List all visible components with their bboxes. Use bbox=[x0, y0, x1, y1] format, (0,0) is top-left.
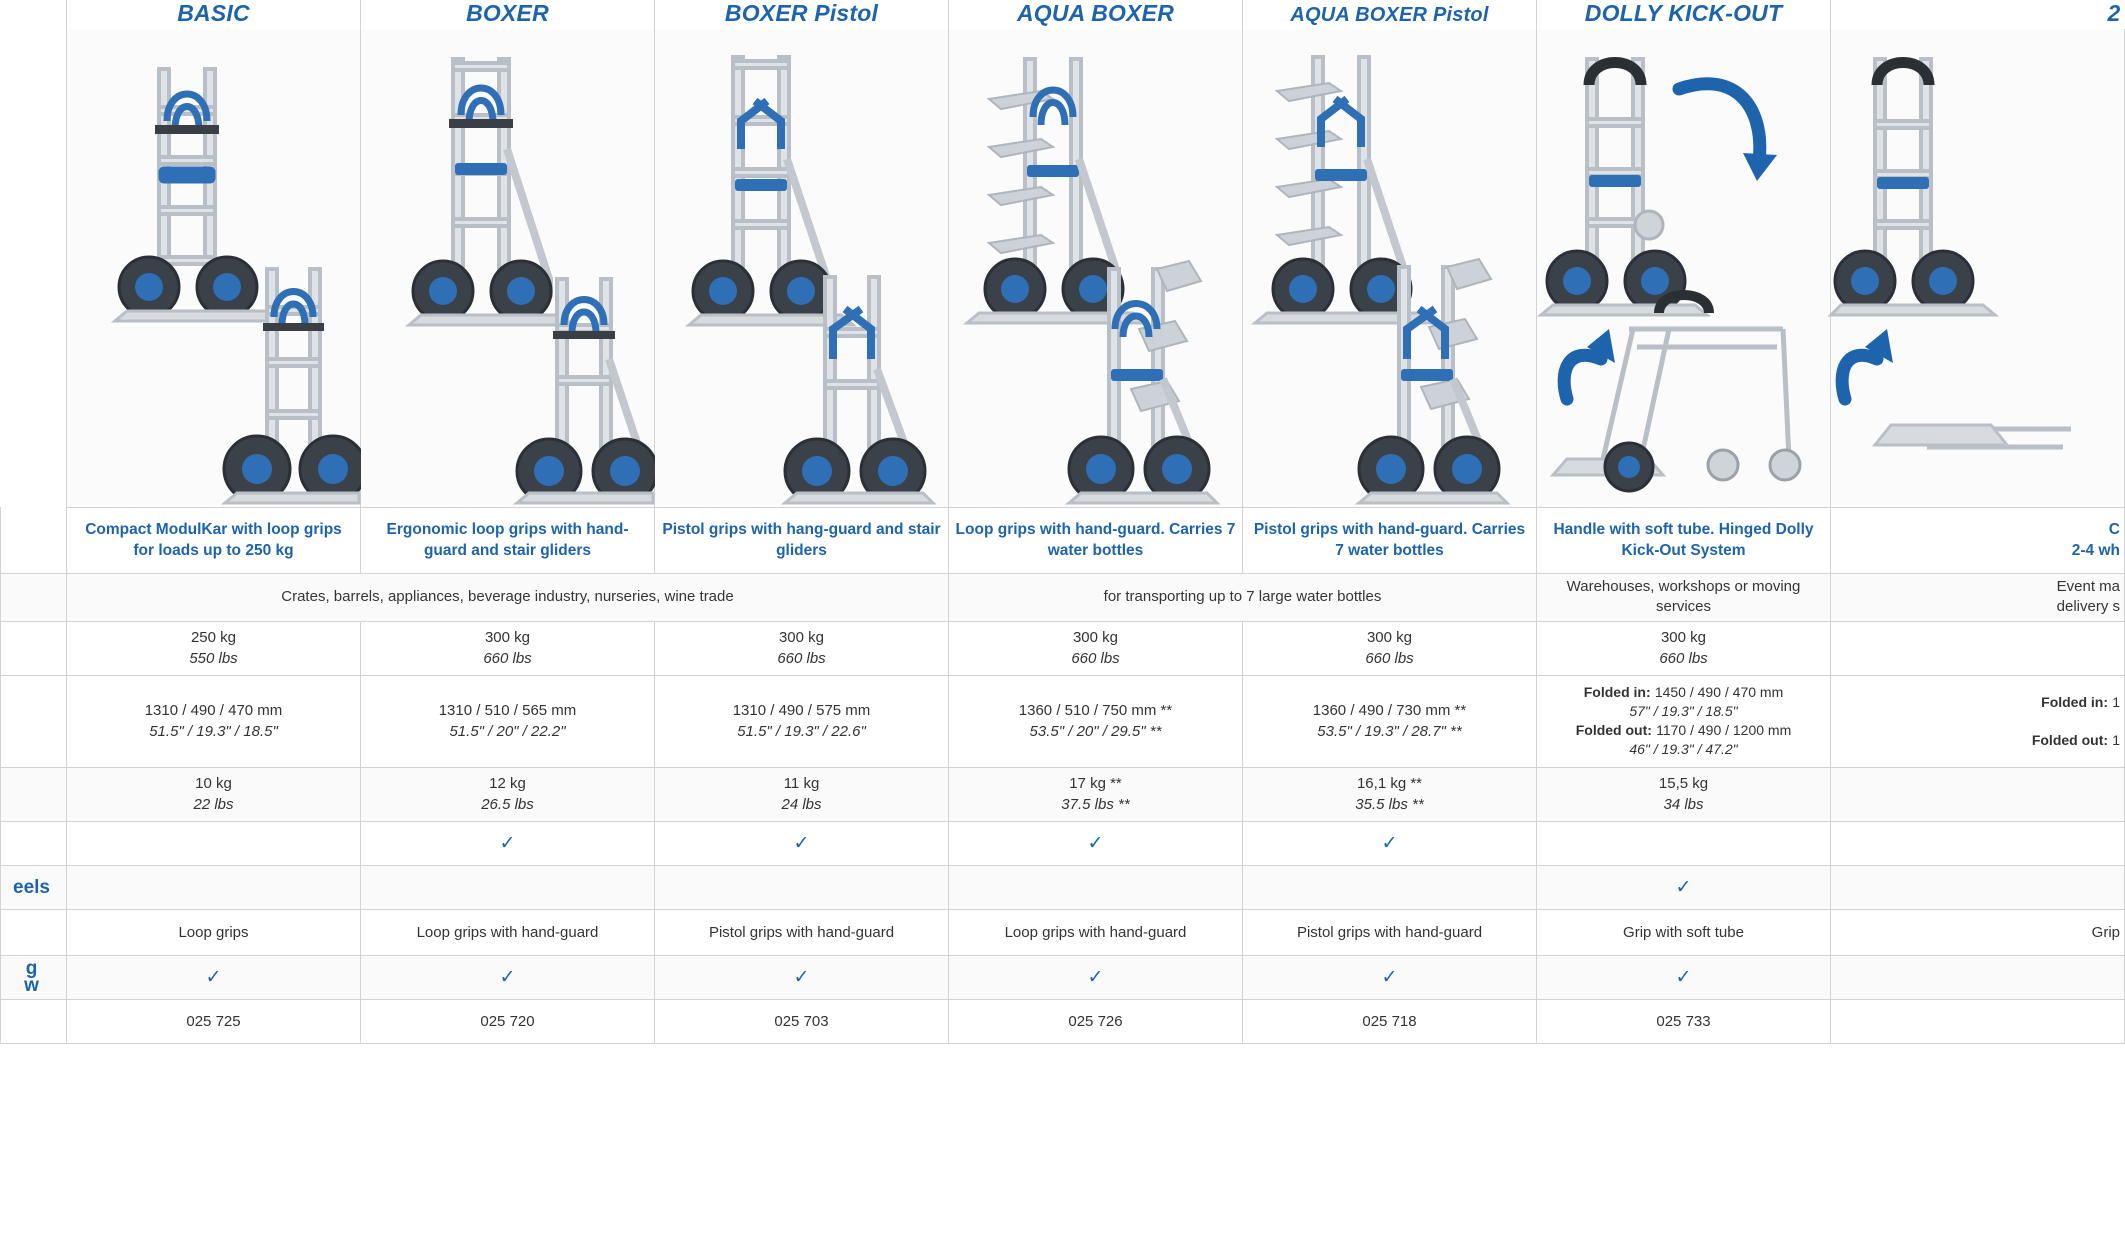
row-label-folding-line2: w bbox=[24, 975, 39, 996]
weight-kg: 10 kg bbox=[195, 775, 232, 792]
application-row bbox=[1, 573, 2125, 621]
dimensions-mm: 1310 / 490 / 470 mm bbox=[144, 702, 283, 719]
capacity-kg: 300 kg bbox=[1072, 629, 1119, 646]
kick-out-aqua-boxer-pistol bbox=[1243, 865, 1537, 909]
description-row bbox=[1, 507, 2125, 573]
product-image-row bbox=[1, 29, 2125, 507]
folded-in-mm: 1 bbox=[2112, 693, 2120, 710]
folded-in-in: 57" / 19.3" / 18.5" bbox=[1629, 703, 1738, 719]
capacity-lbs: 660 lbs bbox=[483, 650, 532, 667]
weight-lbs: 34 lbs bbox=[1663, 796, 1704, 813]
kick-out-boxer-pistol bbox=[655, 865, 949, 909]
dimensions-mm: 1310 / 510 / 565 mm bbox=[438, 702, 577, 719]
table-header-row bbox=[1, 0, 2125, 29]
grip-row bbox=[1, 909, 2125, 955]
weight-kg: 16,1 kg ** bbox=[1356, 775, 1423, 792]
capacity-kg: 300 kg bbox=[1660, 629, 1707, 646]
row-label-description bbox=[1, 507, 67, 573]
row-label-weight bbox=[1, 767, 67, 821]
dimensions-boxer bbox=[361, 675, 655, 767]
capacity-kg: 300 kg bbox=[778, 629, 825, 646]
grip-boxer-pistol: Pistol grips with hand-guard bbox=[655, 909, 949, 955]
dimensions-mm: 1360 / 490 / 730 mm ** bbox=[1312, 702, 1467, 719]
product-name-basic: BASIC bbox=[67, 0, 361, 29]
hand-truck-drawing bbox=[1243, 29, 1535, 505]
desc-partial: C 2-4 wh bbox=[1831, 507, 2125, 573]
capacity-lbs: 550 lbs bbox=[189, 650, 238, 667]
dimensions-basic bbox=[67, 675, 361, 767]
capacity-basic bbox=[67, 621, 361, 675]
dimensions-in: 51.5" / 20" / 22.2" bbox=[449, 723, 566, 740]
folded-out-line bbox=[1837, 731, 2120, 750]
desc-boxer: Ergonomic loop grips with hand-guard and stair gliders bbox=[361, 507, 655, 573]
grip-basic: Loop grips bbox=[67, 909, 361, 955]
article-boxer: 025 720 bbox=[361, 999, 655, 1043]
folded-in-label: Folded in: bbox=[2041, 693, 2109, 710]
weight-kg: 12 kg bbox=[489, 775, 526, 792]
folded-in-label: Folded in: bbox=[1583, 684, 1651, 700]
dimensions-in: 51.5" / 19.3" / 22.6" bbox=[737, 723, 866, 740]
capacity-boxer-pistol bbox=[655, 621, 949, 675]
product-name-dolly-kick-out: DOLLY KICK-OUT bbox=[1537, 0, 1831, 29]
capacity-lbs: 660 lbs bbox=[1071, 650, 1120, 667]
use-warehouses: Warehouses, workshops or moving services bbox=[1537, 573, 1831, 621]
article-partial bbox=[1831, 999, 2125, 1043]
row-label-application bbox=[1, 573, 67, 621]
illustration-boxer bbox=[361, 29, 654, 507]
illustration-aqua-boxer bbox=[949, 29, 1242, 507]
use-partial: Event ma delivery s bbox=[1831, 573, 2125, 621]
capacity-partial bbox=[1831, 621, 2125, 675]
folded-out-line bbox=[1543, 721, 1824, 740]
folded-in-line bbox=[1543, 683, 1824, 702]
dimensions-partial bbox=[1831, 675, 2125, 767]
capacity-aqua-boxer bbox=[949, 621, 1243, 675]
weight-lbs: 35.5 lbs ** bbox=[1355, 796, 1424, 813]
illustration-dolly-kick-out bbox=[1537, 29, 1830, 507]
weight-kg: 17 kg ** bbox=[1069, 775, 1122, 792]
capacity-lbs: 660 lbs bbox=[777, 650, 826, 667]
dimensions-in: 51.5" / 19.3" / 18.5" bbox=[149, 723, 278, 740]
folded-out-mm: 1170 / 490 / 1200 mm bbox=[1656, 722, 1792, 738]
kick-out-boxer bbox=[361, 865, 655, 909]
folded-out-in: 46" / 19.3" / 47.2" bbox=[1629, 741, 1738, 757]
dimensions-aqua-boxer bbox=[949, 675, 1243, 767]
weight-aqua-boxer bbox=[949, 767, 1243, 821]
folding-basic: ✓ bbox=[67, 955, 361, 999]
capacity-kg: 250 kg bbox=[190, 629, 237, 646]
desc-dolly-kick-out: Handle with soft tube. Hinged Dolly Kick-Out System bbox=[1537, 507, 1831, 573]
stair-gliders-row bbox=[1, 821, 2125, 865]
capacity-lbs: 660 lbs bbox=[1659, 650, 1708, 667]
folded-out-label: Folded out: bbox=[2031, 731, 2109, 748]
dimensions-boxer-pistol bbox=[655, 675, 949, 767]
weight-kg: 11 kg bbox=[783, 775, 820, 792]
product-image-boxer-pistol bbox=[655, 29, 949, 507]
hand-truck-drawing bbox=[655, 29, 947, 505]
product-image-basic bbox=[67, 29, 361, 507]
row-label-stair-gliders bbox=[1, 821, 67, 865]
folded-out-label: Folded out: bbox=[1575, 722, 1652, 738]
weight-kg: 15,5 kg bbox=[1658, 775, 1709, 792]
grip-aqua-boxer-pistol: Pistol grips with hand-guard bbox=[1243, 909, 1537, 955]
illustration-basic bbox=[67, 29, 360, 507]
weight-boxer-pistol bbox=[655, 767, 949, 821]
capacity-aqua-boxer-pistol bbox=[1243, 621, 1537, 675]
grip-dolly-kick-out: Grip with soft tube bbox=[1537, 909, 1831, 955]
kick-out-dolly-kick-out: ✓ bbox=[1537, 865, 1831, 909]
dimensions-in: 53.5" / 19.3" / 28.7" ** bbox=[1317, 723, 1462, 740]
desc-boxer-pistol: Pistol grips with hang-guard and stair gliders bbox=[655, 507, 949, 573]
weight-lbs: 24 lbs bbox=[781, 796, 822, 813]
kick-out-basic bbox=[67, 865, 361, 909]
row-label-kick-out-wheels: eels bbox=[1, 865, 67, 909]
row-label-grip bbox=[1, 909, 67, 955]
row-label-article bbox=[1, 999, 67, 1043]
hand-truck-drawing bbox=[949, 29, 1241, 505]
article-number-row bbox=[1, 999, 2125, 1043]
dimensions-mm: 1310 / 490 / 575 mm bbox=[732, 702, 871, 719]
article-aqua-boxer: 025 726 bbox=[949, 999, 1243, 1043]
stair-gliders-aqua-boxer: ✓ bbox=[949, 821, 1243, 865]
illustration-boxer-pistol bbox=[655, 29, 948, 507]
illustration-partial bbox=[1831, 29, 2124, 507]
stair-gliders-partial bbox=[1831, 821, 2125, 865]
folded-out-mm: 1 bbox=[2112, 731, 2120, 748]
folding-aqua-boxer: ✓ bbox=[949, 955, 1243, 999]
article-aqua-boxer-pistol: 025 718 bbox=[1243, 999, 1537, 1043]
kick-out-aqua-boxer bbox=[949, 865, 1243, 909]
header-label-spacer bbox=[1, 0, 67, 29]
product-image-partial bbox=[1831, 29, 2125, 507]
row-label-folding-line1: g bbox=[25, 958, 38, 979]
weight-basic bbox=[67, 767, 361, 821]
image-label-spacer bbox=[1, 29, 67, 507]
desc-aqua-boxer-pistol: Pistol grips with hand-guard. Carries 7 water bottles bbox=[1243, 507, 1537, 573]
weight-lbs: 37.5 lbs ** bbox=[1061, 796, 1130, 813]
capacity-dolly-kick-out bbox=[1537, 621, 1831, 675]
weight-aqua-boxer-pistol bbox=[1243, 767, 1537, 821]
hand-truck-drawing bbox=[1537, 29, 1829, 505]
use-water-bottles: for transporting up to 7 large water bottles bbox=[949, 573, 1537, 621]
article-boxer-pistol: 025 703 bbox=[655, 999, 949, 1043]
stair-gliders-boxer: ✓ bbox=[361, 821, 655, 865]
kick-out-partial bbox=[1831, 865, 2125, 909]
dimensions-dolly-kick-out bbox=[1537, 675, 1831, 767]
row-label-dimensions bbox=[1, 675, 67, 767]
product-name-aqua-boxer: AQUA BOXER bbox=[949, 0, 1243, 29]
product-image-aqua-boxer-pistol bbox=[1243, 29, 1537, 507]
product-name-boxer-pistol: BOXER Pistol bbox=[655, 0, 949, 29]
product-image-boxer bbox=[361, 29, 655, 507]
stair-gliders-boxer-pistol: ✓ bbox=[655, 821, 949, 865]
folded-in-in bbox=[1837, 712, 2120, 731]
weight-lbs: 22 lbs bbox=[193, 796, 234, 813]
weight-dolly-kick-out bbox=[1537, 767, 1831, 821]
hand-truck-drawing bbox=[1831, 29, 2123, 505]
row-label-folding bbox=[1, 955, 67, 999]
hand-truck-drawing bbox=[361, 29, 653, 505]
weight-row bbox=[1, 767, 2125, 821]
folded-in-mm: 1450 / 490 / 470 mm bbox=[1654, 684, 1784, 700]
row-label-capacity bbox=[1, 621, 67, 675]
capacity-lbs: 660 lbs bbox=[1365, 650, 1414, 667]
capacity-boxer bbox=[361, 621, 655, 675]
dimensions-mm: 1360 / 510 / 750 mm ** bbox=[1018, 702, 1173, 719]
product-name-partial: 2 bbox=[1831, 0, 2125, 29]
desc-basic: Compact ModulKar with loop grips for loads up to 250 kg bbox=[67, 507, 361, 573]
weight-boxer bbox=[361, 767, 655, 821]
dimensions-in: 53.5" / 20" / 29.5" ** bbox=[1029, 723, 1162, 740]
stair-gliders-basic bbox=[67, 821, 361, 865]
product-name-boxer: BOXER bbox=[361, 0, 655, 29]
folding-boxer-pistol: ✓ bbox=[655, 955, 949, 999]
capacity-row bbox=[1, 621, 2125, 675]
folded-in-line bbox=[1837, 693, 2120, 712]
folding-aqua-boxer-pistol: ✓ bbox=[1243, 955, 1537, 999]
weight-partial bbox=[1831, 767, 2125, 821]
weight-lbs: 26.5 lbs bbox=[481, 796, 534, 813]
product-name-aqua-boxer-pistol: AQUA BOXER Pistol bbox=[1243, 0, 1537, 29]
article-basic: 025 725 bbox=[67, 999, 361, 1043]
article-dolly-kick-out: 025 733 bbox=[1537, 999, 1831, 1043]
dimensions-aqua-boxer-pistol bbox=[1243, 675, 1537, 767]
use-crates: Crates, barrels, appliances, beverage industry, nurseries, wine trade bbox=[67, 573, 949, 621]
folding-row bbox=[1, 955, 2125, 999]
desc-aqua-boxer: Loop grips with hand-guard. Carries 7 water bottles bbox=[949, 507, 1243, 573]
capacity-kg: 300 kg bbox=[484, 629, 531, 646]
grip-partial: Grip bbox=[1831, 909, 2125, 955]
grip-aqua-boxer: Loop grips with hand-guard bbox=[949, 909, 1243, 955]
kick-out-wheels-row bbox=[1, 865, 2125, 909]
folding-partial bbox=[1831, 955, 2125, 999]
stair-gliders-dolly-kick-out bbox=[1537, 821, 1831, 865]
stair-gliders-aqua-boxer-pistol: ✓ bbox=[1243, 821, 1537, 865]
capacity-kg: 300 kg bbox=[1366, 629, 1413, 646]
dimensions-row bbox=[1, 675, 2125, 767]
folding-dolly-kick-out: ✓ bbox=[1537, 955, 1831, 999]
folding-boxer: ✓ bbox=[361, 955, 655, 999]
grip-boxer: Loop grips with hand-guard bbox=[361, 909, 655, 955]
product-image-dolly-kick-out bbox=[1537, 29, 1831, 507]
illustration-aqua-boxer-pistol bbox=[1243, 29, 1536, 507]
product-image-aqua-boxer bbox=[949, 29, 1243, 507]
hand-truck-drawing bbox=[67, 29, 359, 505]
